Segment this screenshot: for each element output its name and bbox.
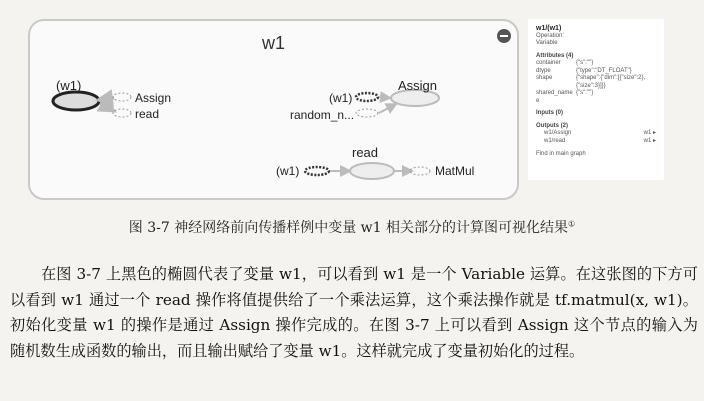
- attributes-list: [536, 60, 656, 105]
- variable-label-main: (w1): [56, 78, 82, 93]
- assign-label-left: Assign: [135, 91, 172, 105]
- random-node[interactable]: [356, 109, 378, 117]
- edge-random-to-assign: [379, 104, 396, 113]
- attribute-value: {"s":""}: [576, 90, 594, 96]
- assign-label-right: Assign: [398, 78, 438, 93]
- graph-panel: [28, 19, 519, 200]
- attribute-row: [536, 98, 656, 106]
- edge-var-to-assign: [379, 97, 390, 98]
- node-info-panel: [528, 19, 664, 180]
- attribute-key: shared_name: [536, 90, 573, 96]
- caption-footnote: ①: [568, 219, 576, 229]
- var-chain-read[interactable]: [305, 167, 329, 175]
- read-label-left: read: [135, 107, 160, 121]
- matmul-node[interactable]: [410, 167, 430, 175]
- variable-label-assign: (w1): [329, 91, 353, 105]
- edge-main-read: [100, 103, 114, 111]
- output-name: w1/Assign: [544, 130, 572, 136]
- attribute-value: {"s":""}: [576, 60, 594, 66]
- attribute-row: [536, 90, 656, 98]
- figure-caption: [0, 217, 704, 237]
- attribute-key: e: [536, 97, 540, 104]
- output-tag: w1 ▸: [643, 137, 656, 144]
- attributes-header: Attributes (4): [536, 52, 574, 59]
- body-paragraph: 在图 3-7 上黑色的椭圆代表了变量 w1，可以看到 w1 是一个 Variable 运算。在这张图的下方可以看到 w1 通过一个 read 操作将值提供给了一个乘法运算，这个乘法操作就是 tf.matmul(x, w1)。初始化变量 w1 的操作是通过 Assign 操作完成的。在图 3-7 上可以看到 Assign 这个节点的输入为随机数生成函数的输出，而且输出赋给了变量 w1。这样就完成了变量初始化的过程。: [10, 265, 698, 360]
- operation-value: Variable: [536, 40, 558, 46]
- read-label-right: read: [352, 145, 379, 160]
- output-tag: w1 ▸: [643, 130, 656, 136]
- attribute-value: {"type":"DT_FLOAT"}: [576, 67, 632, 74]
- attribute-row: [536, 60, 656, 68]
- caption-text: 图 3-7 神经网络前向传播样例中变量 w1 相关部分的计算图可视化结果: [128, 220, 569, 236]
- variable-label-read: (w1): [276, 164, 300, 178]
- outputs-list: [536, 130, 656, 145]
- attribute-key: dtype: [536, 67, 551, 74]
- operation-label: Operation:: [536, 32, 565, 39]
- read-node-left[interactable]: [113, 109, 131, 117]
- attribute-row: [536, 75, 656, 90]
- node-name: w1/(w1): [536, 25, 562, 32]
- attribute-value: {"shape":{"dim":[{"size":2},{"size":3}]}}: [576, 75, 646, 89]
- attribute-value: [576, 98, 656, 106]
- attribute-key: container: [536, 60, 561, 66]
- output-row[interactable]: [536, 130, 656, 138]
- assign-node-left[interactable]: [113, 93, 131, 101]
- edge-main-assign: [98, 98, 114, 100]
- inputs-header: Inputs (0): [536, 110, 563, 116]
- variable-node-main[interactable]: [53, 92, 99, 110]
- var-chain-assign[interactable]: [356, 93, 378, 101]
- graph-title: w1: [262, 33, 286, 53]
- find-in-graph-link[interactable]: Find in main graph: [536, 151, 586, 157]
- attribute-key: shape: [536, 75, 553, 81]
- random-label: random_n...: [290, 108, 355, 122]
- matmul-label: MatMul: [435, 164, 475, 178]
- output-name: w1/read: [544, 137, 566, 144]
- outputs-header: Outputs (2): [536, 122, 568, 129]
- attribute-row: [536, 68, 656, 76]
- read-node-right[interactable]: [350, 163, 394, 179]
- output-row[interactable]: [536, 138, 656, 146]
